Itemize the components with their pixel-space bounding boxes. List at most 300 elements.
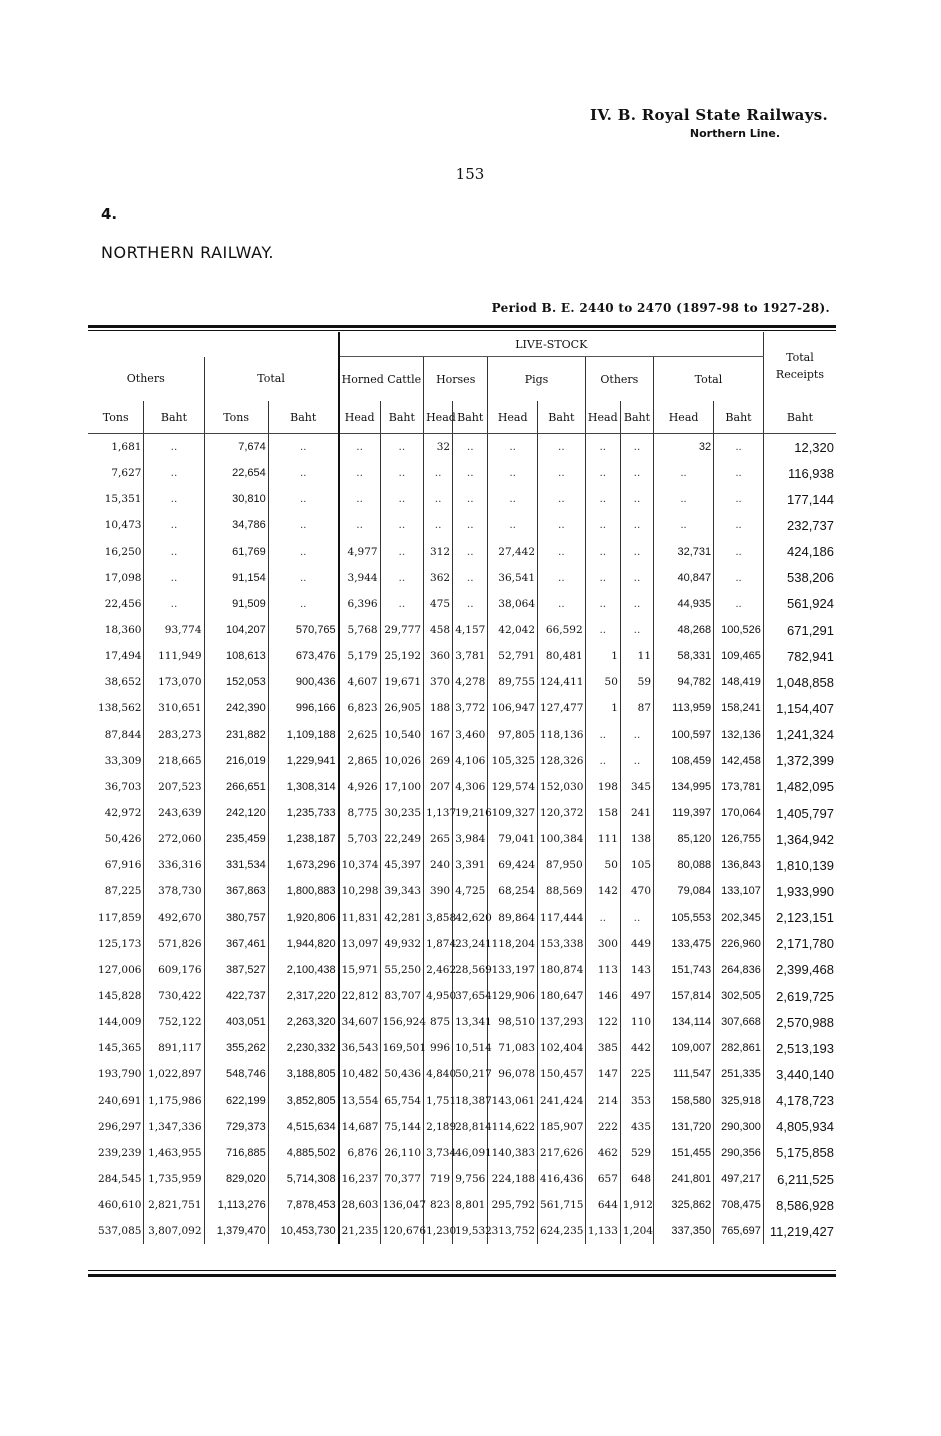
goods-total-header: Total	[204, 357, 339, 402]
table-cell: 2,462	[424, 957, 453, 983]
table-cell: 609,176	[144, 957, 204, 983]
table-cell: 97,805	[488, 722, 538, 748]
table-cell: ..	[585, 905, 620, 931]
table-cell: 34,786	[204, 512, 268, 538]
table-row	[88, 1218, 836, 1244]
table-cell: 2,100,438	[268, 957, 338, 983]
table-cell: ..	[380, 460, 424, 486]
table-cell: 823	[424, 1192, 453, 1218]
table-cell: 17,494	[104, 650, 142, 663]
table-cell: 360	[424, 643, 453, 669]
table-cell: 142	[585, 878, 620, 904]
table-cell: 137,293	[538, 1009, 586, 1035]
table-cell: 282,861	[714, 1035, 764, 1061]
table-cell: 6,823	[339, 695, 380, 721]
table-cell: 242,120	[204, 800, 268, 826]
table-cell: 157,814	[654, 983, 714, 1009]
table-cell: 475	[424, 591, 453, 617]
table-cell: 36,543	[339, 1035, 380, 1061]
table-row	[88, 643, 836, 669]
table-cell: 68,254	[488, 878, 538, 904]
table-cell: 3,807,092	[144, 1218, 204, 1244]
table-cell: 85,120	[654, 826, 714, 852]
table-cell: 325,918	[714, 1088, 764, 1114]
table-cell: 1,673,296	[268, 852, 338, 878]
table-cell: ..	[538, 565, 586, 591]
table-cell: ..	[144, 460, 204, 486]
table-row	[88, 669, 836, 695]
table-cell: 671,291	[763, 617, 836, 643]
table-cell: 28,814	[453, 1114, 488, 1140]
table-cell: 5,768	[339, 617, 380, 643]
bottom-rule-thin	[88, 1270, 836, 1271]
table-cell: 4,515,634	[268, 1114, 338, 1140]
table-cell: ..	[714, 539, 764, 565]
table-cell: 42,620	[453, 905, 488, 931]
table-cell: ..	[585, 565, 620, 591]
table-cell: 2,317,220	[268, 983, 338, 1009]
table-cell: 3,984	[453, 826, 488, 852]
table-cell: 79,041	[488, 826, 538, 852]
table-cell: ..	[339, 486, 380, 512]
table-cell: 80,481	[538, 643, 586, 669]
table-cell: 42,042	[488, 617, 538, 643]
table-cell: ..	[453, 565, 488, 591]
table-cell: 367,461	[204, 931, 268, 957]
table-cell: 290,356	[714, 1140, 764, 1166]
table-cell: 18,387	[453, 1088, 488, 1114]
table-cell: 648	[620, 1166, 653, 1192]
table-cell: 36,541	[488, 565, 538, 591]
table-row	[88, 852, 836, 878]
table-cell: 22,812	[339, 983, 380, 1009]
table-cell: 17,100	[380, 774, 424, 800]
table-cell: 21,235	[339, 1218, 380, 1244]
table-cell: 32,731	[654, 539, 714, 565]
table-cell: 118,204	[488, 931, 538, 957]
table-cell: 1,482,095	[763, 774, 836, 800]
table-cell: 214	[585, 1088, 620, 1114]
table-cell: 118,136	[538, 722, 586, 748]
table-cell: 125,173	[98, 937, 142, 950]
table-cell: 996	[424, 1035, 453, 1061]
horses-header: Horses	[424, 357, 488, 402]
table-cell: 158	[585, 800, 620, 826]
table-cell: 94,782	[654, 669, 714, 695]
table-cell: 79,084	[654, 878, 714, 904]
table-cell: ..	[620, 565, 653, 591]
table-cell: 996,166	[268, 695, 338, 721]
table-cell: 59	[620, 669, 653, 695]
table-cell: 337,350	[654, 1218, 714, 1244]
table-row	[88, 1166, 836, 1192]
table-cell: ..	[585, 539, 620, 565]
table-cell: 133,197	[488, 957, 538, 983]
table-cell: 108,459	[654, 748, 714, 774]
table-cell: 2,625	[339, 722, 380, 748]
table-cell: 310,651	[144, 695, 204, 721]
sub-header-row	[88, 401, 836, 434]
table-cell: 571,826	[144, 931, 204, 957]
table-cell: 27,442	[488, 539, 538, 565]
table-cell: 673,476	[268, 643, 338, 669]
table-cell: 69,424	[488, 852, 538, 878]
table-cell: 185,907	[538, 1114, 586, 1140]
table-cell: 6,876	[339, 1140, 380, 1166]
table-cell: ..	[453, 460, 488, 486]
table-row	[88, 1035, 836, 1061]
table-cell: ..	[488, 486, 538, 512]
table-cell: ..	[620, 486, 653, 512]
table-cell: 170,064	[714, 800, 764, 826]
table-cell: 752,122	[144, 1009, 204, 1035]
table-cell: ..	[144, 591, 204, 617]
table-cell: ..	[585, 486, 620, 512]
table-cell: 30,235	[380, 800, 424, 826]
table-cell: 136,843	[714, 852, 764, 878]
table-cell: ..	[453, 512, 488, 538]
horned-cattle-header: Horned Cattle	[339, 357, 424, 402]
table-cell: 66,592	[538, 617, 586, 643]
table-cell: ..	[268, 512, 338, 538]
table-cell: 143	[620, 957, 653, 983]
table-cell: 102,404	[538, 1035, 586, 1061]
sub-header-cell: Head	[585, 401, 620, 434]
table-cell: 1,022,897	[144, 1061, 204, 1087]
table-row	[88, 695, 836, 721]
table-cell: 145,828	[98, 990, 142, 1003]
table-cell: 241,801	[654, 1166, 714, 1192]
table-cell: 1,347,336	[144, 1114, 204, 1140]
table-cell: 167	[424, 722, 453, 748]
table-cell: ..	[380, 565, 424, 591]
table-cell: 11	[620, 643, 653, 669]
table-cell: 38,652	[104, 676, 142, 689]
table-cell: ..	[144, 565, 204, 591]
table-cell: 492,670	[144, 905, 204, 931]
table-cell: 1,379,470	[204, 1218, 268, 1244]
table-cell: 290,300	[714, 1114, 764, 1140]
table-cell: 177,144	[763, 486, 836, 512]
table-cell: 730,422	[144, 983, 204, 1009]
table-cell: ..	[380, 591, 424, 617]
table-cell: 40,847	[654, 565, 714, 591]
table-body	[88, 434, 836, 1245]
report-title: IV. B. Royal State Railways.	[590, 106, 828, 124]
top-rule	[88, 325, 836, 328]
table-cell: 11,219,427	[763, 1218, 836, 1244]
table-cell: 435	[620, 1114, 653, 1140]
sub-header-cell: Tons	[88, 401, 144, 434]
table-cell: 1,463,955	[144, 1140, 204, 1166]
table-cell: 10,026	[380, 748, 424, 774]
sub-header-cell: Head	[339, 401, 380, 434]
livestock-others-header: Others	[585, 357, 653, 402]
table-cell: 243,639	[144, 800, 204, 826]
table-cell: 1	[585, 643, 620, 669]
table-cell: 8,801	[453, 1192, 488, 1218]
section-number: 4.	[101, 205, 118, 223]
table-cell: 18,360	[104, 624, 142, 637]
table-cell: 61,769	[204, 539, 268, 565]
table-cell: ..	[620, 722, 653, 748]
table-row	[88, 1114, 836, 1140]
table-cell: 42,972	[104, 807, 142, 820]
table-row	[88, 826, 836, 852]
table-cell: ..	[144, 434, 204, 461]
table-cell: 497	[620, 983, 653, 1009]
table-cell: 2,570,988	[763, 1009, 836, 1035]
table-row	[88, 512, 836, 538]
table-cell: ..	[453, 539, 488, 565]
table-cell: 353	[620, 1088, 653, 1114]
table-cell: ..	[339, 512, 380, 538]
table-cell: 2,513,193	[763, 1035, 836, 1061]
table-cell: 449	[620, 931, 653, 957]
table-cell: 300	[585, 931, 620, 957]
table-cell: ..	[144, 512, 204, 538]
table-cell: 3,858	[424, 905, 453, 931]
table-cell: 83,707	[380, 983, 424, 1009]
table-cell: 4,977	[339, 539, 380, 565]
table-cell: 1,308,314	[268, 774, 338, 800]
sub-header-cell: Baht	[763, 401, 836, 434]
table-cell: 10,453,730	[268, 1218, 338, 1244]
table-cell: 6,211,525	[763, 1166, 836, 1192]
table-cell: 98,510	[488, 1009, 538, 1035]
table-cell: ..	[268, 434, 338, 461]
table-cell: ..	[144, 539, 204, 565]
sub-header-cell: Baht	[144, 401, 204, 434]
table-cell: 765,697	[714, 1218, 764, 1244]
table-cell: 109,327	[488, 800, 538, 826]
table-cell: ..	[585, 460, 620, 486]
table-row	[88, 1009, 836, 1035]
table-cell: 147	[585, 1061, 620, 1087]
table-cell: ..	[268, 460, 338, 486]
table-cell: 33,309	[104, 754, 142, 767]
table-cell: 345	[620, 774, 653, 800]
table-cell: 1,800,883	[268, 878, 338, 904]
table-cell: 38,064	[488, 591, 538, 617]
table-cell: 133,107	[714, 878, 764, 904]
table-row	[88, 800, 836, 826]
table-cell: 225	[620, 1061, 653, 1087]
table-cell: 116,938	[763, 460, 836, 486]
table-cell: 538,206	[763, 565, 836, 591]
table-cell: 132,136	[714, 722, 764, 748]
table-cell: 26,110	[380, 1140, 424, 1166]
table-cell: 6,396	[339, 591, 380, 617]
table-cell: 224,188	[488, 1166, 538, 1192]
table-cell: 2,865	[339, 748, 380, 774]
table-cell: 4,278	[453, 669, 488, 695]
table-cell: 1,137	[424, 800, 453, 826]
table-cell: 119,397	[654, 800, 714, 826]
table-cell: ..	[714, 565, 764, 591]
table-cell: 390	[424, 878, 453, 904]
table-cell: 1,681	[111, 441, 142, 454]
sub-header-cell: Head	[654, 401, 714, 434]
table-cell: 719	[424, 1166, 453, 1192]
table-cell: 3,781	[453, 643, 488, 669]
sub-header-cell: Baht	[620, 401, 653, 434]
table-cell: 146	[585, 983, 620, 1009]
table-cell: 29,777	[380, 617, 424, 643]
table-cell: ..	[339, 434, 380, 461]
sub-header-cell: Baht	[714, 401, 764, 434]
table-cell: 8,586,928	[763, 1192, 836, 1218]
table-row	[88, 434, 836, 461]
table-cell: 462	[585, 1140, 620, 1166]
table-cell: ..	[453, 486, 488, 512]
table-cell: 1,912	[620, 1192, 653, 1218]
section-title: NORTHERN RAILWAY.	[101, 243, 274, 262]
table-cell: 34,607	[339, 1009, 380, 1035]
table-row	[88, 486, 836, 512]
table-cell: ..	[585, 617, 620, 643]
table-cell: 122	[585, 1009, 620, 1035]
table-cell: 96,078	[488, 1061, 538, 1087]
table-cell: 156,924	[380, 1009, 424, 1035]
table-cell: 10,540	[380, 722, 424, 748]
table-cell: 173,781	[714, 774, 764, 800]
goods-others-header: Others	[126, 372, 165, 386]
table-cell: 158,241	[714, 695, 764, 721]
table-row	[88, 931, 836, 957]
table-cell: 12,320	[763, 434, 836, 461]
report-subtitle: Northern Line.	[689, 127, 780, 140]
table-cell: 529	[620, 1140, 653, 1166]
table-row	[88, 460, 836, 486]
table-cell: 4,926	[339, 774, 380, 800]
table-cell: 1	[585, 695, 620, 721]
table-cell: 355,262	[204, 1035, 268, 1061]
table-cell: 10,374	[339, 852, 380, 878]
period-caption: Period B. E. 2440 to 2470 (1897-98 to 1927-28).	[491, 301, 830, 315]
table-cell: 403,051	[204, 1009, 268, 1035]
table-cell: 624,235	[538, 1218, 586, 1244]
table-cell: 16,250	[104, 545, 142, 558]
table-cell: 9,756	[453, 1166, 488, 1192]
table-cell: 50	[585, 669, 620, 695]
table-cell: 537,085	[98, 1225, 142, 1238]
table-cell: 367,863	[204, 878, 268, 904]
table-cell: ..	[424, 512, 453, 538]
table-cell: 180,647	[538, 983, 586, 1009]
table-cell: 111,949	[144, 643, 204, 669]
table-cell: 50,436	[380, 1061, 424, 1087]
table-cell: 4,840	[424, 1061, 453, 1087]
table-cell: 111	[585, 826, 620, 852]
table-cell: ..	[538, 434, 586, 461]
table-cell: 226,960	[714, 931, 764, 957]
table-cell: 5,714,308	[268, 1166, 338, 1192]
table-cell: 442	[620, 1035, 653, 1061]
table-cell: ..	[620, 512, 653, 538]
top-rule-thin	[88, 330, 836, 331]
table-cell: 14,687	[339, 1114, 380, 1140]
table-cell: 422,737	[204, 983, 268, 1009]
table-cell: ..	[654, 460, 714, 486]
table-cell: 75,144	[380, 1114, 424, 1140]
table-cell: ..	[585, 434, 620, 461]
table-cell: ..	[714, 591, 764, 617]
table-cell: ..	[620, 617, 653, 643]
table-cell: 7,627	[111, 467, 142, 480]
table-cell: 37,654	[453, 983, 488, 1009]
table-cell: 2,230,332	[268, 1035, 338, 1061]
table-cell: 10,514	[453, 1035, 488, 1061]
table-cell: ..	[538, 512, 586, 538]
table-cell: 113,959	[654, 695, 714, 721]
table-cell: 89,864	[488, 905, 538, 931]
table-cell: 143,061	[488, 1088, 538, 1114]
table-cell: 88,569	[538, 878, 586, 904]
table-cell: 32	[654, 434, 714, 461]
table-cell: 657	[585, 1166, 620, 1192]
table-cell: 67,916	[104, 859, 142, 872]
table-cell: 19,532	[453, 1218, 488, 1244]
table-cell: 7,878,453	[268, 1192, 338, 1218]
table-cell: 207,523	[144, 774, 204, 800]
table-cell: 336,316	[144, 852, 204, 878]
table-cell: 1,238,187	[268, 826, 338, 852]
table-cell: 239,239	[98, 1146, 142, 1159]
table-cell: ..	[268, 539, 338, 565]
table-cell: 28,603	[339, 1192, 380, 1218]
table-cell: ..	[585, 591, 620, 617]
table-row	[88, 878, 836, 904]
table-cell: 241	[620, 800, 653, 826]
table-cell: ..	[620, 748, 653, 774]
table-cell: 207	[424, 774, 453, 800]
table-cell: 4,805,934	[763, 1114, 836, 1140]
table-row	[88, 591, 836, 617]
table-cell: ..	[620, 539, 653, 565]
sub-header-cell: Baht	[268, 401, 338, 434]
table-cell: 708,475	[714, 1192, 764, 1218]
table-cell: 13,341	[453, 1009, 488, 1035]
table-cell: 55,250	[380, 957, 424, 983]
table-cell: 30,810	[204, 486, 268, 512]
table-cell: ..	[585, 748, 620, 774]
table-cell: 1,405,797	[763, 800, 836, 826]
table-cell: 23,241	[453, 931, 488, 957]
table-cell: ..	[268, 486, 338, 512]
table-cell: 105,325	[488, 748, 538, 774]
table-cell: 22,456	[104, 597, 142, 610]
table-cell: 152,030	[538, 774, 586, 800]
table-cell: 10,482	[339, 1061, 380, 1087]
table-cell: 891,117	[144, 1035, 204, 1061]
table-cell: ..	[380, 486, 424, 512]
table-cell: 15,351	[104, 493, 142, 506]
table-row	[88, 1061, 836, 1087]
table-cell: 50	[585, 852, 620, 878]
table-cell: 129,906	[488, 983, 538, 1009]
table-cell: 113	[585, 957, 620, 983]
table-cell: 295,792	[488, 1192, 538, 1218]
table-cell: 3,188,805	[268, 1061, 338, 1087]
table-cell: 109,465	[714, 643, 764, 669]
table-cell: 100,597	[654, 722, 714, 748]
table-cell: 58,331	[654, 643, 714, 669]
table-cell: 2,263,320	[268, 1009, 338, 1035]
table-cell: 242,390	[204, 695, 268, 721]
table-cell: ..	[339, 460, 380, 486]
table-cell: 124,411	[538, 669, 586, 695]
